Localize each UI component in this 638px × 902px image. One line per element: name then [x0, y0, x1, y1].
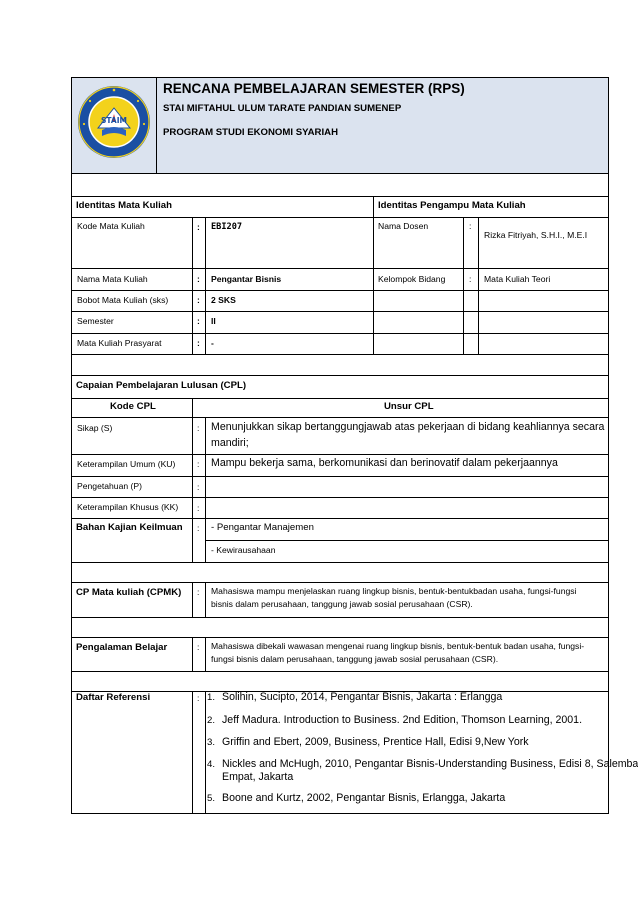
colon: : [469, 274, 472, 284]
institution-logo [76, 84, 152, 160]
study-material-item: - Kewirausahaan [211, 545, 276, 555]
colon: : [197, 295, 200, 305]
course-identity-heading: Identitas Mata Kuliah [76, 200, 172, 211]
colon: : [197, 693, 200, 703]
cpl-row-label: Keterampilan Khusus (KK) [77, 502, 179, 512]
reference-number: 5. [207, 793, 216, 804]
colon: : [197, 338, 200, 348]
colon: : [197, 523, 200, 533]
cpl-row-label: Keterampilan Umum (KU) [77, 459, 176, 469]
cpl-row-label: Sikap (S) [77, 423, 113, 433]
lecturer-value: Rizka Fitriyah, S.H.I., M.E.I [484, 230, 588, 240]
colon: : [197, 587, 200, 597]
document-title: RENCANA PEMBELAJARAN SEMESTER (RPS) [163, 81, 465, 96]
colon: : [197, 482, 200, 492]
cpmk-text: Mahasiswa mampu menjelaskan ruang lingkup bisnis, bentuk-bentukbadan usaha, fungsi-fungsi [211, 586, 577, 596]
learning-experience-text: fungsi bisnis dalam perusahaan, tanggung jawab sosial perusahaan (CSR). [211, 654, 499, 664]
colon: : [197, 274, 200, 284]
institution-name: STAI MIFTAHUL ULUM TARATE PANDIAN SUMENEP [163, 103, 402, 114]
course-code-value: EBI207 [211, 222, 243, 232]
semester-label: Semester [77, 316, 114, 326]
group-label: Kelompok Bidang [378, 274, 446, 284]
cpmk-label: CP Mata kuliah (CPMK) [76, 587, 182, 598]
reference-number: 4. [207, 759, 216, 770]
cpl-heading: Capaian Pembelajaran Lulusan (CPL) [76, 380, 247, 391]
lecturer-label: Nama Dosen [378, 221, 429, 231]
reference-text: Solihin, Sucipto, 2014, Pengantar Bisnis, Jakarta : Erlangga [222, 691, 503, 703]
cpl-row-text: Menunjukkan sikap bertanggungjawab atas pekerjaan di bidang keahliannya secara [211, 421, 605, 433]
colon: : [197, 459, 200, 469]
cpl-element-column-header: Unsur CPL [384, 401, 434, 412]
reference-text: Empat, Jakarta [222, 771, 294, 783]
group-value: Mata Kuliah Teori [484, 274, 551, 284]
reference-text: Nickles and McHugh, 2010, Pengantar Bisnis-Understanding Business, Edisi 8, Salemba [222, 758, 638, 770]
credit-value: 2 SKS [211, 295, 236, 305]
reference-number: 1. [207, 692, 216, 703]
reference-number: 2. [207, 715, 216, 726]
cpl-row-text: Mampu bekerja sama, berkomunikasi dan berinovatif dalam pekerjaannya [211, 457, 558, 469]
study-material-item: - Pengantar Manajemen [211, 522, 314, 533]
study-material-label: Bahan Kajian Keilmuan [76, 522, 183, 533]
cpl-code-column-header: Kode CPL [110, 401, 156, 412]
colon: : [197, 316, 200, 326]
colon: : [197, 423, 200, 433]
colon: : [197, 222, 200, 232]
prerequisite-value: - [211, 338, 214, 348]
lecturer-identity-heading: Identitas Pengampu Mata Kuliah [378, 200, 526, 211]
cpmk-text: bisnis dalam perusahaan, tanggung jawab sosial perusahaan (CSR). [211, 599, 473, 609]
references-label: Daftar Referensi [76, 692, 151, 703]
course-code-label: Kode Mata Kuliah [77, 221, 145, 231]
cpl-row-text: mandiri; [211, 437, 249, 449]
learning-experience-label: Pengalaman Belajar [76, 642, 168, 653]
course-name-value: Pengantar Bisnis [211, 274, 282, 284]
credit-label: Bobot Mata Kuliah (sks) [77, 295, 169, 305]
reference-text: Boone and Kurtz, 2002, Pengantar Bisnis, Erlangga, Jakarta [222, 792, 506, 804]
course-name-label: Nama Mata Kuliah [77, 274, 148, 284]
reference-number: 3. [207, 737, 216, 748]
svg-text:STAIM: STAIM [101, 116, 127, 125]
reference-text: Griffin and Ebert, 2009, Business, Prentice Hall, Edisi 9,New York [222, 736, 529, 748]
semester-value: II [211, 316, 216, 326]
learning-experience-text: Mahasiswa dibekali wawasan mengenai ruang lingkup bisnis, bentuk-bentuk badan usaha, fungsi- [211, 641, 585, 651]
colon: : [197, 503, 200, 513]
cpl-row-label: Pengetahuan (P) [77, 481, 142, 491]
program-name: PROGRAM STUDI EKONOMI SYARIAH [163, 127, 339, 138]
colon: : [469, 221, 472, 231]
colon: : [197, 642, 200, 652]
reference-text: Jeff Madura. Introduction to Business. 2nd Edition, Thomson Learning, 2001. [222, 714, 583, 726]
prerequisite-label: Mata Kuliah Prasyarat [77, 338, 162, 348]
